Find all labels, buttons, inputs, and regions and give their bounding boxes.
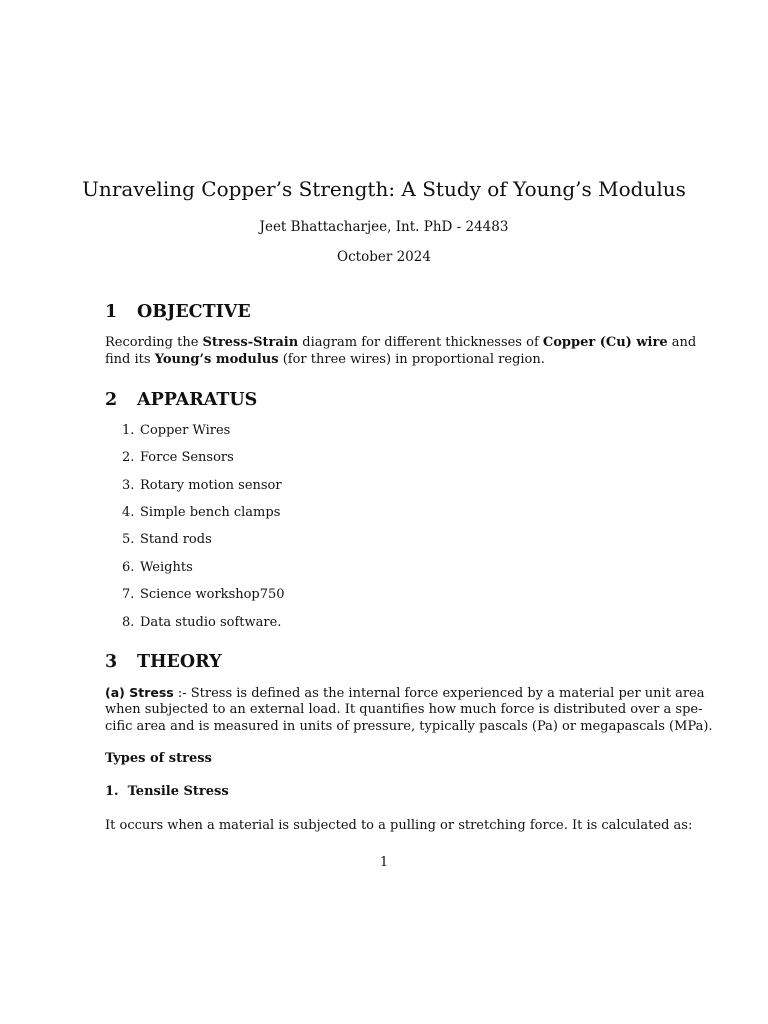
list-text: Simple bench clamps [140,505,281,520]
stress-label: (a) Stress [105,685,174,700]
list-number: 5. [122,532,135,547]
list-number: 3. [122,478,135,493]
list-text: Data studio software. [140,615,282,630]
list-item [122,559,193,576]
text-run: find its [105,352,155,367]
list-item [122,422,230,439]
bold-run: Young’s modulus [154,352,279,367]
stress-line-1 [105,684,705,702]
stress-line-3: cific area and is measured in units of pressure, typically pascals (Pa) or megapascals (MPa). [105,719,713,734]
types-of-stress-heading: Types of stress [105,751,212,766]
section-heading-objective [105,301,251,323]
list-item [122,531,212,548]
list-item [122,614,281,631]
list-text: Science workshop750 [140,587,285,602]
text-run: Recording the [105,335,203,350]
list-number: 1. [122,423,135,438]
list-item [122,504,280,521]
text-run: and [667,335,697,350]
list-number: 4. [122,505,135,520]
list-text: Weights [140,560,193,575]
author-line: Jeet Bhattacharjee, Int. PhD - 24483 [259,219,509,235]
list-number: 7. [122,587,135,602]
page-number: 1 [379,855,389,870]
list-number: 6. [122,560,135,575]
stress-line-2: when subjected to an external load. It quantifies how much force is distributed over a spe- [105,702,703,717]
text-run: diagram for different thicknesses of [298,335,543,350]
section-title: APPARATUS [137,390,258,410]
list-text: Stand rods [140,532,212,547]
section-heading-theory [105,651,222,673]
section-title: OBJECTIVE [137,302,251,322]
section-title: THEORY [137,652,222,672]
list-number: 2. [122,450,135,465]
date-line: October 2024 [337,249,431,265]
section-number: 1 [105,302,118,322]
bold-run: Stress-Strain [202,335,299,350]
list-item [122,586,285,603]
list-text: Force Sensors [140,450,234,465]
objective-line-1 [105,334,697,351]
tensile-text: It occurs when a material is subjected to a pulling or stretching force. It is calculated as: [105,818,693,833]
paper-title: Unraveling Copper’s Strength: A Study of Young’s Modulus [82,177,686,201]
bold-run: Copper (Cu) wire [542,335,668,350]
list-text: Rotary motion sensor [140,478,282,493]
list-item [122,449,234,466]
section-number: 3 [105,652,118,672]
objective-line-2 [105,351,665,368]
text-run: :- Stress is defined as the internal force experienced by a material per unit area [173,686,705,701]
tensile-stress-heading: 1. Tensile Stress [105,784,229,799]
list-text: Copper Wires [140,423,231,438]
section-number: 2 [105,390,118,410]
text-run: (for three wires) in proportional region. [278,352,545,367]
list-item [122,477,282,494]
section-heading-apparatus [105,389,257,411]
list-number: 8. [122,615,135,630]
